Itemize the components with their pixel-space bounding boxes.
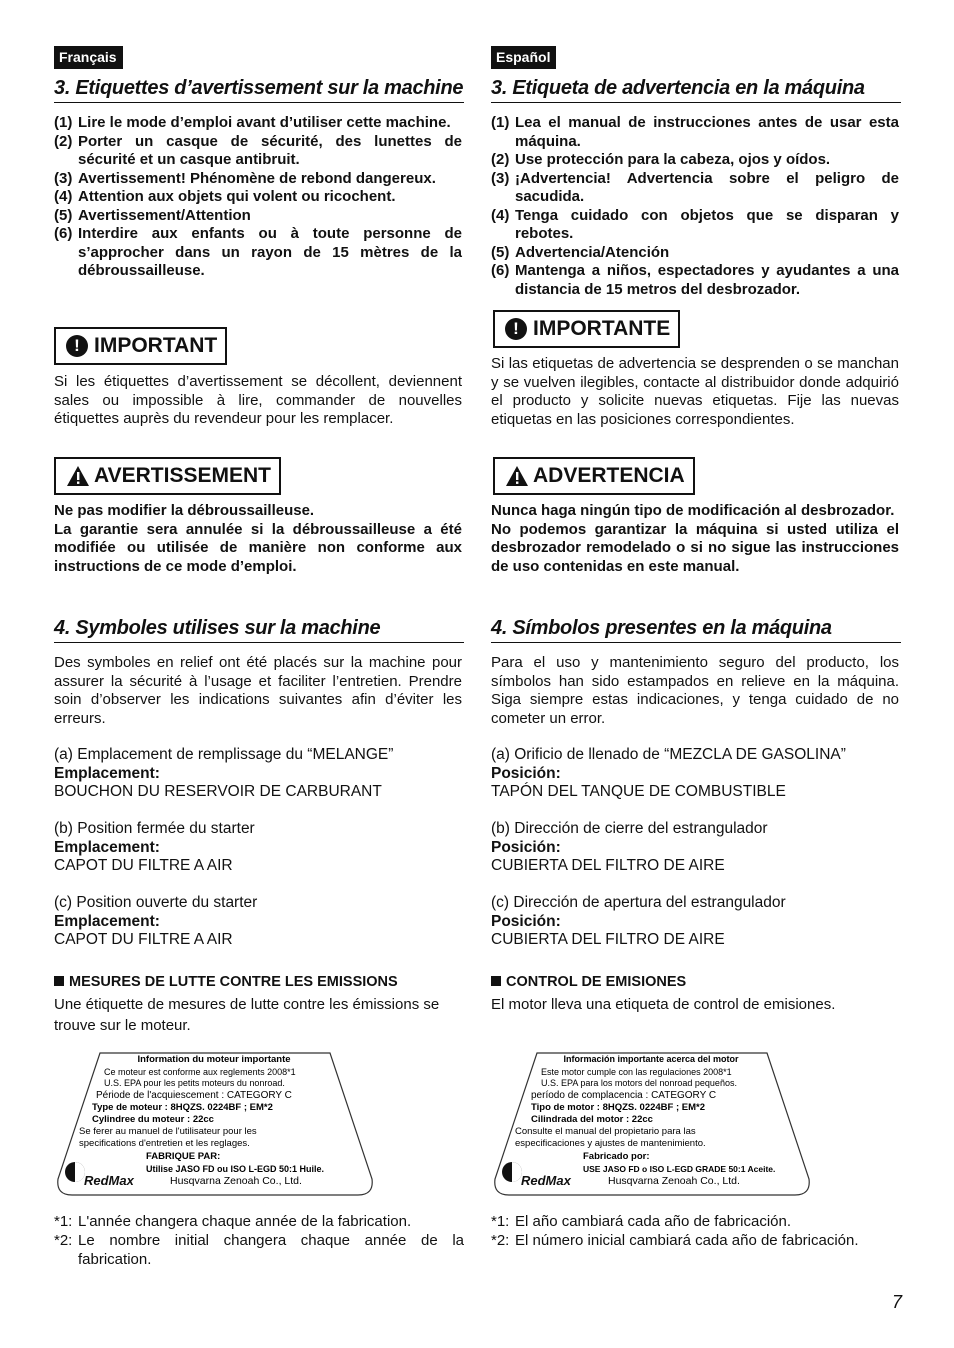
warning-label-list [491, 114, 899, 299]
list-item: (2) Use protección para la cabeza, ojos y oídos. [491, 151, 831, 168]
label-line: U.S. EPA para los motors del nonroad pequeños. [541, 1078, 737, 1088]
svg-text:RedMax: RedMax [521, 1173, 571, 1188]
label-title: Información importante acerca del motor [563, 1054, 739, 1064]
label-line: Utilise JASO FD ou ISO L-EGD 50:1 Huile. [146, 1164, 325, 1174]
exclamation-icon: ! [66, 335, 88, 357]
footnotes [54, 1212, 464, 1269]
important-box [54, 327, 227, 365]
label-line: Este motor cumple con las regulaciones 2008*1 [541, 1067, 732, 1077]
warning-box [493, 457, 695, 495]
emission-text: Une étiquette de mesures de lutte contre les émissions se trouve sur le moteur. [54, 996, 440, 1034]
important-box [493, 310, 680, 348]
footnote: *1: El año cambiará cada año de fabricación. [491, 1213, 792, 1230]
emission-heading: MESURES DE LUTTE CONTRE LES EMISSIONS [54, 973, 398, 991]
footnote: *2: Le nombre initial changera chaque année de la fabrication. [54, 1232, 464, 1268]
emission-heading: CONTROL DE EMISIONES [491, 973, 686, 991]
list-item: (4) Tenga cuidado con objetos que se disparan y rebotes. [491, 206, 899, 242]
important-label: IMPORTANT [94, 334, 218, 357]
list-item: (1) Lea el manual de instrucciones antes de usar esta máquina. [491, 114, 899, 150]
list-item: (3) ¡Advertencia! Advertencia sobre el peligro de sacudida. [491, 169, 899, 205]
label-line: Période de l'acquiescement : CATEGORY C [96, 1090, 292, 1101]
warning-label: AVERTISSEMENT [94, 464, 271, 487]
spanish-column [491, 46, 901, 1249]
warning-triangle-icon [505, 465, 529, 487]
section-3-title: 3. Etiqueta de advertencia en la máquina [491, 76, 901, 103]
symbol-item: (c) Position ouverte du starter Emplacement: CAPOT DU FILTRE A AIR [54, 894, 258, 948]
important-text: Si les étiquettes d’avertissement se décollent, deviennent sales ou impossible à lire, commander de nouvelles étiquettes auprès du revendeur pour les remplacer. [54, 373, 462, 427]
label-line: Consulte el manual del propietario para las [515, 1126, 696, 1137]
language-tag: Français [54, 46, 123, 69]
symbols-intro: Des symboles en relief ont été placés sur la machine pour assurer la sécurité à l’usage et faciliter l’entretien. Prendre soin d’observer les indications suivantes afin d’éviter les erreurs. [54, 654, 462, 727]
list-item: (4) Attention aux objets qui volent ou ricochent. [54, 188, 396, 205]
language-tag: Español [491, 46, 556, 69]
label-line: Husqvarna Zenoah Co., Ltd. [608, 1175, 740, 1187]
symbol-item: (a) Orificio de llenado de “MEZCLA DE GASOLINA” Posición: TAPÓN DEL TANQUE DE COMBUSTIBLE [491, 746, 846, 800]
emission-label-image [54, 1049, 376, 1199]
label-line: Fabricado por: [583, 1151, 650, 1162]
symbol-item: (a) Emplacement de remplissage du “MELANGE” Emplacement: BOUCHON DU RESERVOIR DE CARBURANT [54, 746, 394, 800]
label-title: Information du moteur importante [137, 1054, 291, 1065]
label-line: período de complacencia : CATEGORY C [531, 1090, 717, 1101]
label-line: Cylindree du moteur : 22cc [92, 1114, 214, 1125]
french-column [54, 46, 464, 1268]
label-line: especificaciones y ajustes de mantenimiento. [515, 1138, 706, 1149]
list-item: (6) Mantenga a niños, espectadores y ayudantes a una distancia de 15 metros del desbrozador. [491, 262, 899, 298]
section-3-title: 3. Etiquettes d’avertissement sur la machine [54, 76, 464, 103]
list-item: (2) Porter un casque de sécurité, des lunettes de sécurité et un casque antibruit. [54, 132, 462, 168]
warning-text: Ne pas modifier la débroussailleuse. La garantie sera annulée si la débroussailleuse a été modifiée ou utilisée de manière non conforme aux instructions de ce mode d’emploi. [54, 502, 462, 575]
redmax-logo-icon [502, 1162, 572, 1188]
footnote: *1: L'année changera chaque année de la fabrication. [54, 1213, 412, 1230]
symbol-item: (c) Dirección de apertura del estrangulador Posición: CUBIERTA DEL FILTRO DE AIRE [491, 894, 786, 948]
label-line: Se ferer au manuel de l'utilisateur pour les [79, 1126, 257, 1137]
list-item: (6) Interdire aux enfants ou à toute personne de s’approcher dans un rayon de 15 mètres de la débroussailleuse. [54, 225, 462, 279]
important-label: IMPORTANTE [533, 317, 671, 340]
label-line: USE JASO FD o ISO L-EGD GRADE 50:1 Aceite. [583, 1164, 776, 1174]
warning-label-list [54, 114, 462, 281]
svg-text:RedMax: RedMax [84, 1173, 134, 1188]
list-item: (5) Avertissement/Attention [54, 206, 251, 224]
exclamation-icon: ! [505, 318, 527, 340]
label-line: Husqvarna Zenoah Co., Ltd. [170, 1175, 302, 1187]
symbol-item: (b) Dirección de cierre del estrangulador Posición: CUBIERTA DEL FILTRO DE AIRE [491, 820, 768, 874]
square-bullet-icon [491, 976, 501, 986]
label-line: specifications d'entretien et les reglages. [79, 1138, 250, 1149]
label-line: FABRIQUE PAR: [146, 1151, 221, 1162]
section-4-title: 4. Symboles utilises sur la machine [54, 616, 464, 643]
important-text: Si las etiquetas de advertencia se desprenden o se manchan y se vuelven ilegibles, contacte al distribuidor donde adquirió el producto y solicite nuevas etiquetas. Fije las nuevas etiquetas en las posiciones correspondientes. [491, 355, 899, 428]
section-4-title: 4. Símbolos presentes en la máquina [491, 616, 901, 643]
footnotes [491, 1212, 901, 1250]
label-line: U.S. EPA pour les petits moteurs du nonroad. [104, 1078, 285, 1088]
emission-text: El motor lleva una etiqueta de control de emisiones. [491, 996, 836, 1013]
warning-label: ADVERTENCIA [533, 464, 685, 487]
warning-triangle-icon [66, 465, 90, 487]
warning-box [54, 457, 281, 495]
label-line: Ce moteur est conforme aux reglements 2008*1 [104, 1067, 296, 1077]
list-item: (5) Advertencia/Atención [491, 243, 670, 261]
warning-text: Nunca haga ningún tipo de modificación al desbrozador. No podemos garantizar la máquina si usted utiliza el desbrozador remodelado o si no sigue las instrucciones de uso contenidas en este manual. [491, 502, 899, 575]
label-line: Type de moteur : 8HQZS. 0224BF ; EM*2 [92, 1102, 273, 1113]
emission-label-image [491, 1049, 813, 1199]
redmax-logo-icon [65, 1162, 135, 1188]
symbols-intro: Para el uso y mantenimiento seguro del producto, los símbolos han sido estampados en relieve en la máquina. Siga siempre estas indicaciones, y tenga cuidado de no cometer un error. [491, 654, 899, 727]
label-line: Cilindrada del motor : 22cc [531, 1114, 653, 1125]
label-line: Tipo de motor : 8HQZS. 0224BF ; EM*2 [531, 1102, 706, 1113]
list-item: (1) Lire le mode d’emploi avant d’utiliser cette machine. [54, 114, 451, 131]
page-number: 7 [891, 1292, 902, 1312]
square-bullet-icon [54, 976, 64, 986]
symbol-item: (b) Position fermée du starter Emplacement: CAPOT DU FILTRE A AIR [54, 820, 255, 874]
footnote: *2: El número inicial cambiará cada año de fabricación. [491, 1232, 859, 1249]
list-item: (3) Avertissement! Phénomène de rebond dangereux. [54, 169, 436, 187]
